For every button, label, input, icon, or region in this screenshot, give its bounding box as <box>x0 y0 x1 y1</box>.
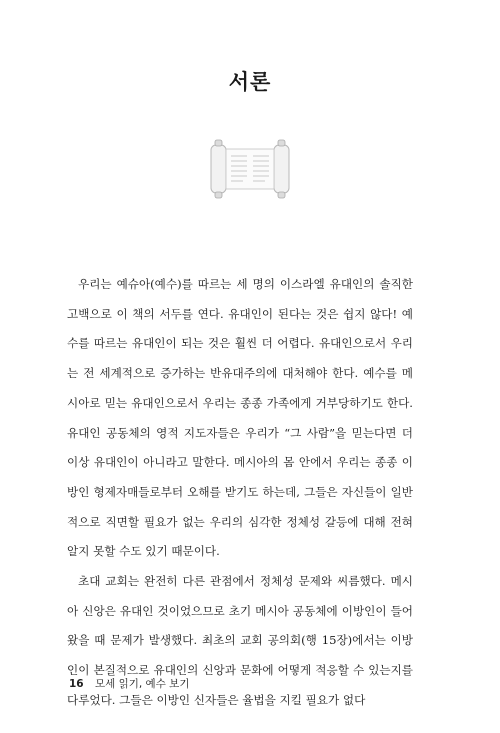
torah-scroll-icon <box>197 139 303 199</box>
running-title: 모세 읽기, 예수 보기 <box>94 678 190 690</box>
page-number: 16 <box>69 678 84 690</box>
paragraph: 우리는 예슈아(예수)를 따르는 세 명의 이스라엘 유대인의 솔직한 고백으로 이 책의 서두를 연다. 유대인이 된다는 것은 쉽지 않다! 예수를 따르는 유대인이 되는 것은 훨씬 더 어렵다. 유대인으로서 우리는 전 세계적으로 증가하는 반유대주의에 대처해야 한다. 예수를 메시아로 믿는 유대인으로서 우리는 종종 가족에게 거부당하기도 한다. 유대인 공동체의 영적 지도자들은 우리가 “그 사람”을 믿는다면 더 이상 유대인이 아니라고 말한다. 메시아의 몸 안에서 우리는 종종 이방인 형제자매들로부터 오해를 받기도 하는데, 그들은 자신들이 일반적으로 직면할 필요가 없는 우리의 심각한 정체성 갈등에 대해 전혀 알지 못할 수도 있기 때문이다. <box>67 277 413 559</box>
paragraph: 초대 교회는 완전히 다른 관점에서 정체성 문제와 씨름했다. 메시아 신앙은 유대인 것이었으므로 초기 메시아 공동체에 이방인이 들어왔을 때 문제가 발생했다. 최초의 교회 공의회(행 15장)에서는 이방인이 본질적으로 유대인의 신앙과 문화에 어떻게 적응할 수 있는지를 다루었다. 그들은 이방인 신자들은 율법을 지킬 필요가 없다 <box>67 574 413 707</box>
body-text <box>67 270 413 716</box>
page-footer <box>69 676 189 691</box>
page-title: 서론 <box>228 70 272 94</box>
